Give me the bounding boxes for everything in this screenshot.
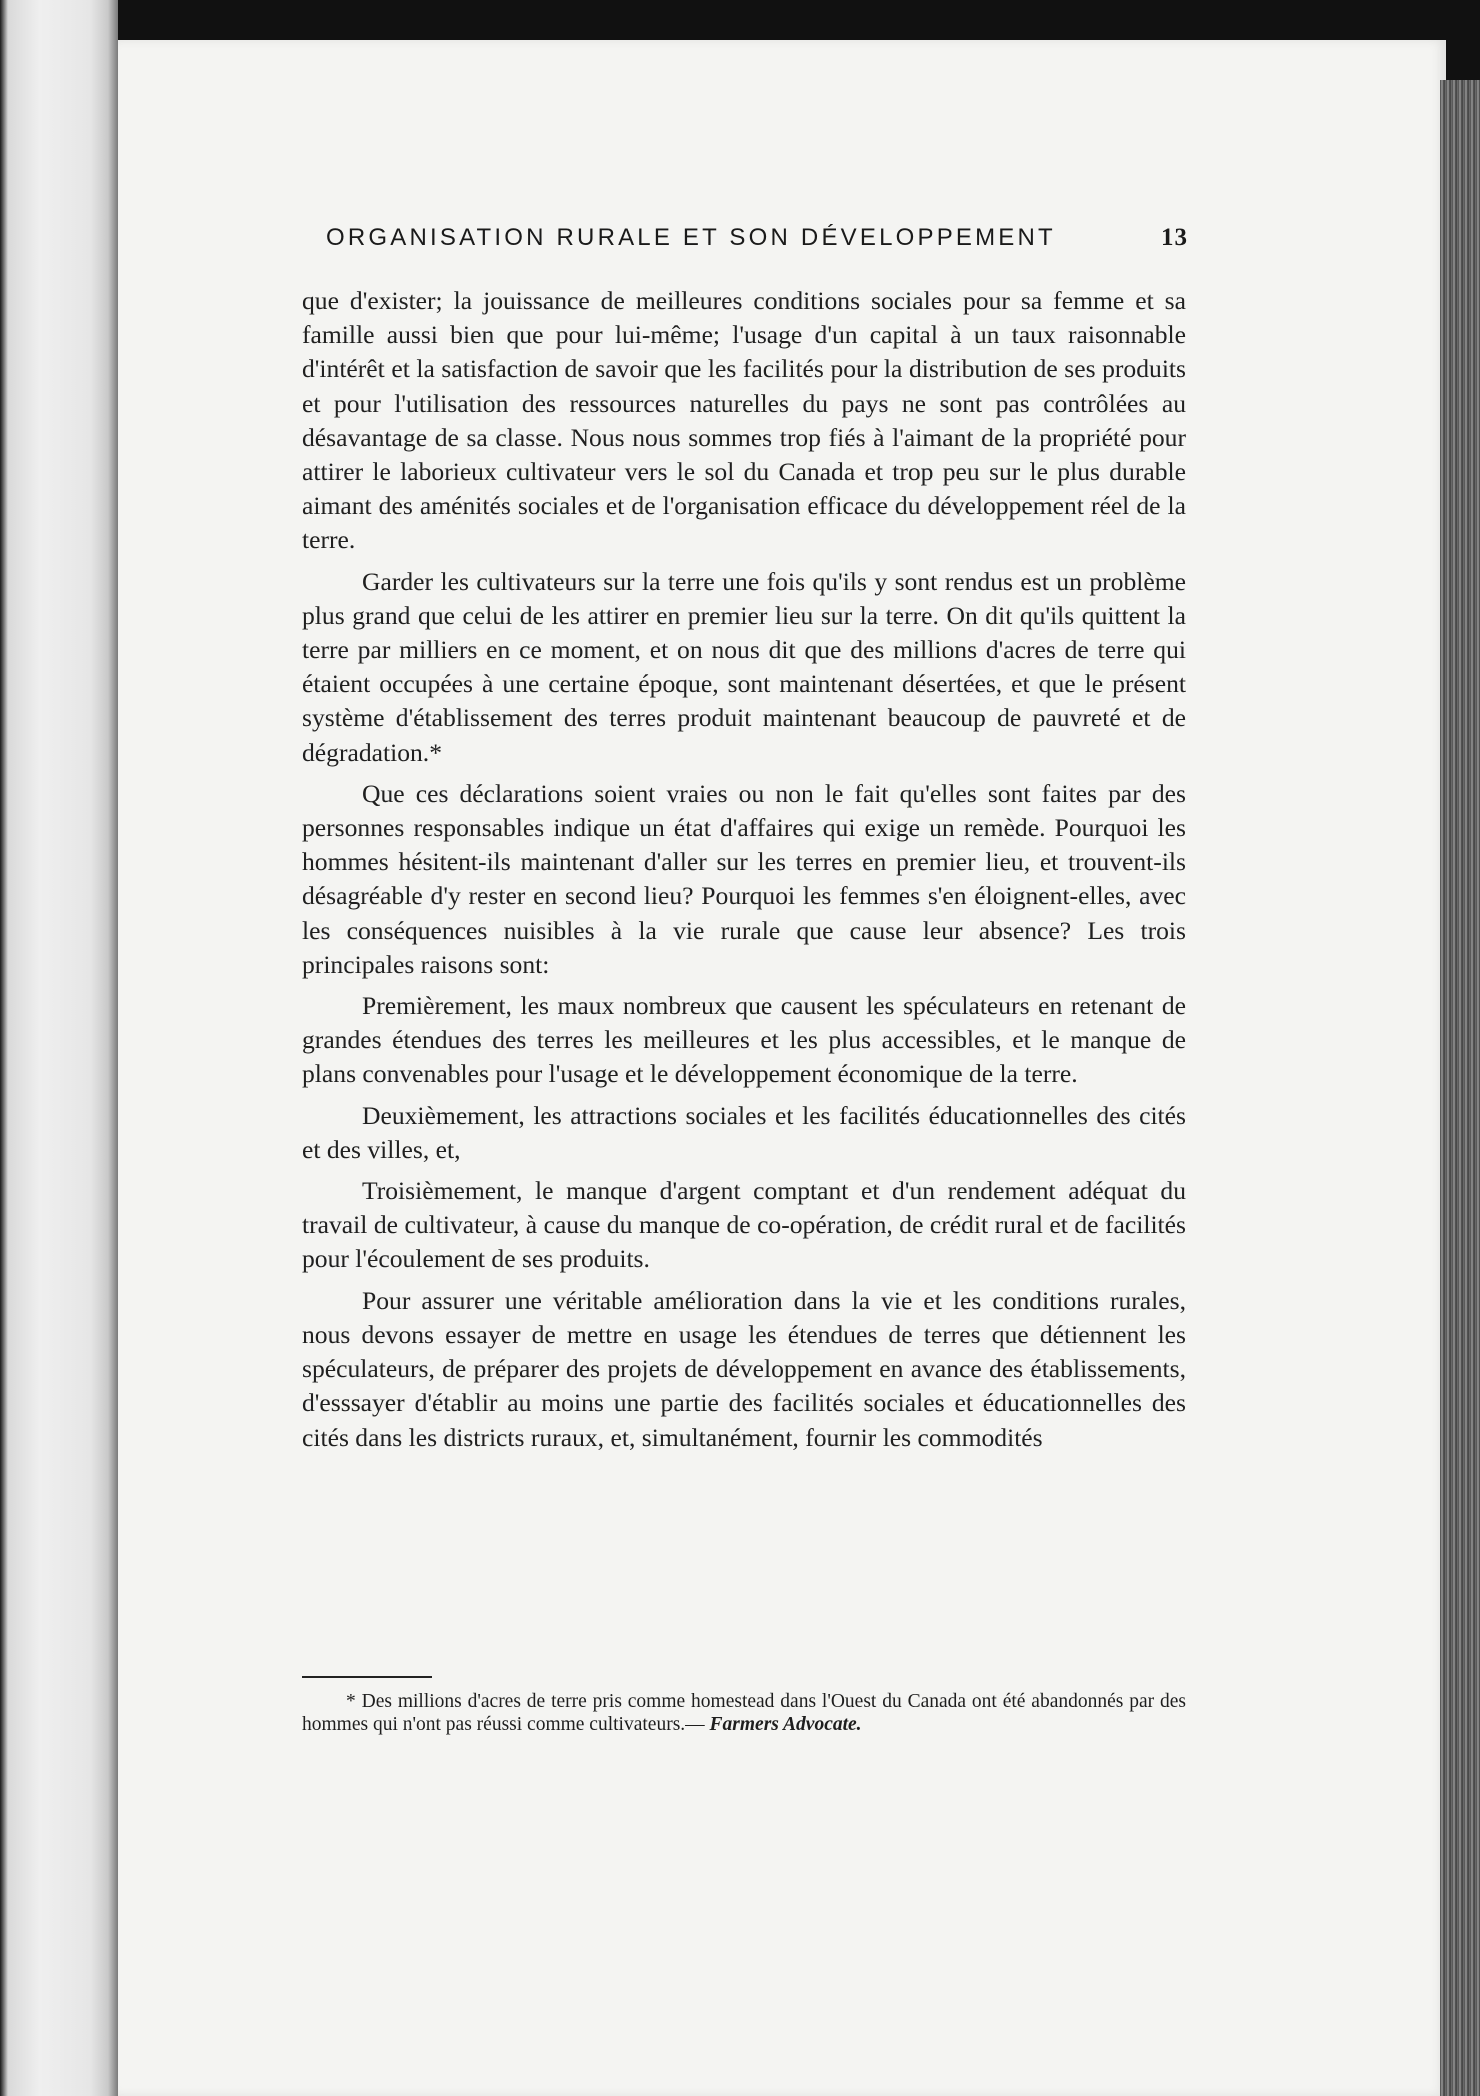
- footnote-text: * Des millions d'acres de terre pris comme homestead dans l'Ouest du Canada ont été abandonnés par des hommes qui n'ont pas réussi comme cultivateurs.—: [302, 1691, 1186, 1735]
- book-page-edges-right: [1440, 80, 1480, 2096]
- footnote: [302, 1690, 1186, 1736]
- page-number: 13: [1161, 224, 1188, 251]
- paragraph-1: que d'exister; la jouissance de meilleures conditions sociales pour sa femme et sa famille aussi bien que pour lui-même; l'usage d'un capital à un taux raisonnable d'intérêt et la satisfaction de savoir que les facilités pour la distribution de ses produits et pour l'utilisation des ressources naturelles du pays ne sont pas contrôlées au désavantage de sa classe. Nous nous sommes trop fiés à l'aimant de la propriété pour attirer le laborieux cultivateur vers le sol du Canada et trop peu sur le plus durable aimant des aménités sociales et de l'organisation efficace du développement réel de la terre.: [302, 286, 1186, 555]
- paragraph-3: Que ces déclarations soient vraies ou non le fait qu'elles sont faites par des personnes responsables indique un état d'affaires qui exige un remède. Pourquoi les hommes hésitent-ils maintenant d'aller sur les terres en premier lieu, et trouvent-ils désagréable d'y rester en second lieu? Pourquoi les femmes s'en éloignent-elles, avec les conséquences nuisibles à la vie rurale que cause leur absence? Les trois principales raisons sont:: [302, 778, 1186, 979]
- paragraph-4: Premièrement, les maux nombreux que causent les spéculateurs en retenant de grandes étendues des terres les meilleures et les plus accessibles, et le manque de plans convenables pour l'usage et le développement économique de la terre.: [302, 991, 1186, 1089]
- paragraph-2: Garder les cultivateurs sur la terre une fois qu'ils y sont rendus est un problème plus grand que celui de les attirer en premier lieu sur la terre. On dit qu'ils quittent la terre par milliers en ce moment, et on nous dit que des millions d'acres de terre qui étaient occupées à une certaine époque, sont maintenant désertées, et que le présent système d'établissement des terres produit maintenant beaucoup de pauvreté et de dégradation.*: [302, 566, 1186, 767]
- paragraph-6: Troisièmement, le manque d'argent comptant et d'un rendement adéquat du travail de cultivateur, à cause du manque de co-opération, de crédit rural et de facilités pour l'écoulement de ses produits.: [302, 1176, 1186, 1274]
- paragraph-7: Pour assurer une véritable amélioration dans la vie et les conditions rurales, nous devons essayer de mettre en usage les étendues de terres que détiennent les spéculateurs, de préparer des projets de développement en avance des établissements, d'esssayer d'établir au moins une partie des facilités sociales et éducationnelles des cités dans les districts ruraux, et, simultanément, fournir les commodités: [302, 1285, 1186, 1452]
- book-gutter-left: [0, 0, 118, 2096]
- footnote-divider: [302, 1676, 432, 1678]
- footnote-source: Farmers Advocate.: [709, 1714, 862, 1735]
- running-header: [326, 224, 1188, 252]
- running-title: ORGANISATION RURALE ET SON DÉVELOPPEMENT: [326, 224, 1056, 251]
- body-text: [302, 284, 1186, 1455]
- paragraph-5: Deuxièmement, les attractions sociales et les facilités éducationnelles des cités et des villes, et,: [302, 1100, 1186, 1164]
